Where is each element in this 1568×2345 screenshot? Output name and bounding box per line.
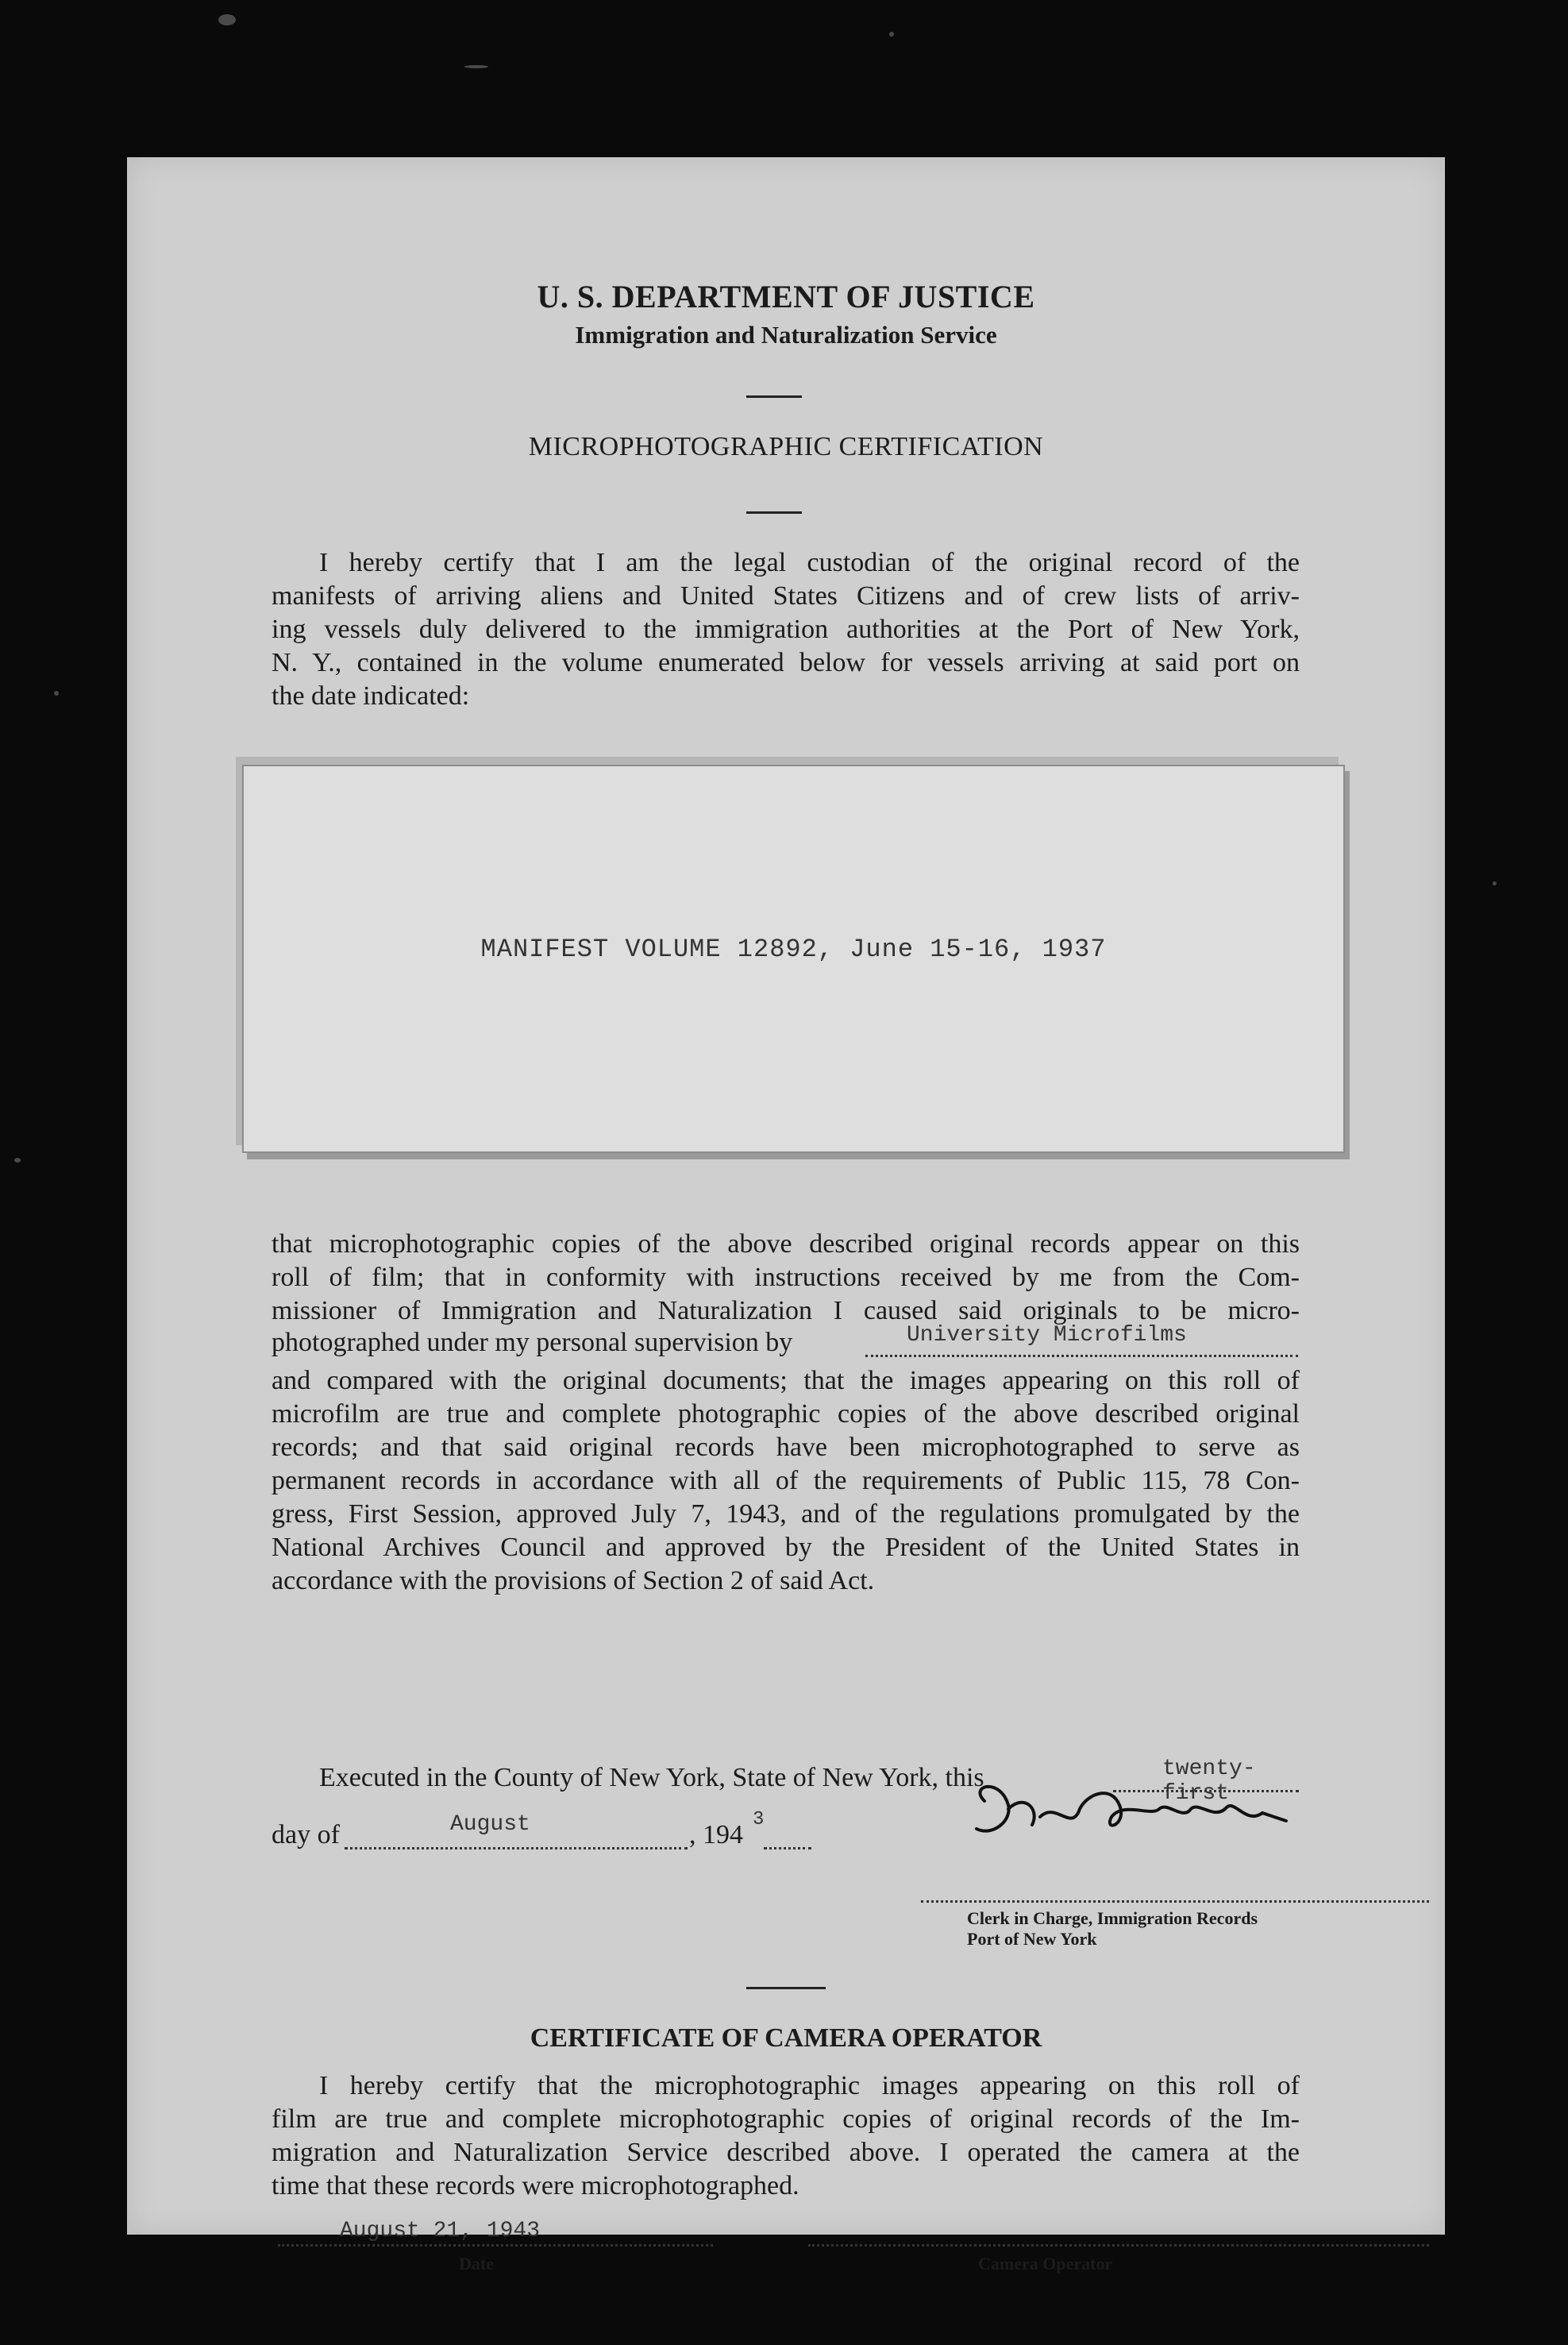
body-line: microfilm are true and complete photographic copies of the above described original bbox=[272, 1399, 1300, 1429]
intro-line: I hereby certify that I am the legal custodian of the original record of the bbox=[319, 548, 1300, 577]
body-line: and compared with the original documents; that the images appearing on this roll of bbox=[272, 1366, 1300, 1395]
body-line: missioner of Immigration and Naturalization I caused said originals to be micro- bbox=[272, 1296, 1300, 1325]
year-dotted-line bbox=[764, 1847, 811, 1849]
form-title: MICROPHOTOGRAPHIC CERTIFICATION bbox=[528, 432, 1044, 461]
body-line: permanent records in accordance with all of the requirements of Public 115, 78 Con- bbox=[272, 1466, 1300, 1495]
camera-date-value: August 21, 1943 bbox=[340, 2219, 541, 2243]
film-speck bbox=[218, 14, 236, 25]
film-speck bbox=[464, 65, 488, 68]
body-line: accordance with the provisions of Section 2 of said Act. bbox=[272, 1566, 875, 1595]
film-speck bbox=[14, 1158, 21, 1163]
clerk-title: Clerk in Charge, Immigration Records bbox=[967, 1908, 1258, 1928]
divider bbox=[746, 511, 802, 514]
body-paragraph-b bbox=[272, 1364, 1300, 1598]
film-speck bbox=[889, 32, 894, 37]
agency-heading: U. S. DEPARTMENT OF JUSTICE bbox=[537, 279, 1035, 314]
month-dotted-line bbox=[345, 1847, 688, 1849]
body-paragraph-a bbox=[272, 1228, 1300, 1328]
supervisor-dotted-line bbox=[865, 1355, 1298, 1357]
divider bbox=[746, 1987, 826, 1989]
camera-line: time that these records were microphotographed. bbox=[272, 2171, 799, 2200]
intro-paragraph bbox=[272, 546, 1300, 713]
intro-line: the date indicated: bbox=[272, 681, 470, 711]
camera-line: migration and Naturalization Service described above. I operated the camera at the bbox=[272, 2138, 1300, 2167]
divider bbox=[746, 395, 802, 398]
executed-text: Executed in the County of New York, State of New York, this bbox=[319, 1763, 984, 1792]
intro-line: manifests of arriving aliens and United States Citizens and of crew lists of arriv- bbox=[272, 581, 1300, 611]
camera-line: film are true and complete microphotographic copies of original records of the Im- bbox=[272, 2104, 1300, 2134]
body-line: records; and that said original records have been microphotographed to serve as bbox=[272, 1433, 1300, 1462]
day-of-label: day of bbox=[272, 1820, 340, 1849]
year-value: 3 bbox=[753, 1809, 765, 1830]
volume-card bbox=[242, 765, 1345, 1153]
body-line: that microphotographic copies of the above described original records appear on this bbox=[272, 1229, 1300, 1259]
supervision-prefix: photographed under my personal supervision by bbox=[272, 1328, 793, 1357]
film-speck bbox=[1493, 881, 1497, 885]
volume-text: MANIFEST VOLUME 12892, June 15-16, 1937 bbox=[480, 935, 1107, 964]
month-value: August bbox=[450, 1812, 530, 1837]
camera-line: I hereby certify that the microphotographic images appearing on this roll of bbox=[319, 2071, 1300, 2100]
intro-line: ing vessels duly delivered to the immigration authorities at the Port of New York, bbox=[272, 615, 1300, 644]
clerk-signature bbox=[953, 1761, 1318, 1849]
camera-operator-line bbox=[808, 2244, 1429, 2247]
day-of-line bbox=[272, 1809, 986, 1853]
intro-line: N. Y., contained in the volume enumerated below for vessels arriving at said port on bbox=[272, 648, 1300, 677]
day-value: twenty-first bbox=[1162, 1757, 1256, 1806]
camera-paragraph bbox=[272, 2069, 1300, 2203]
year-prefix: , 194 bbox=[689, 1820, 743, 1849]
certificate-sheet bbox=[127, 157, 1445, 2274]
camera-date-line bbox=[278, 2244, 713, 2247]
camera-operator-label: Camera Operator bbox=[978, 2254, 1113, 2274]
film-speck bbox=[54, 691, 59, 696]
camera-heading: CERTIFICATE OF CAMERA OPERATOR bbox=[530, 2023, 1042, 2053]
clerk-port: Port of New York bbox=[967, 1929, 1097, 1949]
camera-date-label: Date bbox=[459, 2254, 494, 2274]
supervisor-value: University Microfilms bbox=[907, 1323, 1187, 1348]
supervision-line bbox=[272, 1323, 1300, 1361]
clerk-signature-line bbox=[921, 1900, 1429, 1903]
service-subheading: Immigration and Naturalization Service bbox=[575, 321, 997, 349]
body-line: National Archives Council and approved by the President of the United States in bbox=[272, 1533, 1300, 1562]
body-line: gress, First Session, approved July 7, 1943, and of the regulations promulgated by the bbox=[272, 1499, 1300, 1529]
body-line: roll of film; that in conformity with instructions received by me from the Com- bbox=[272, 1263, 1300, 1292]
